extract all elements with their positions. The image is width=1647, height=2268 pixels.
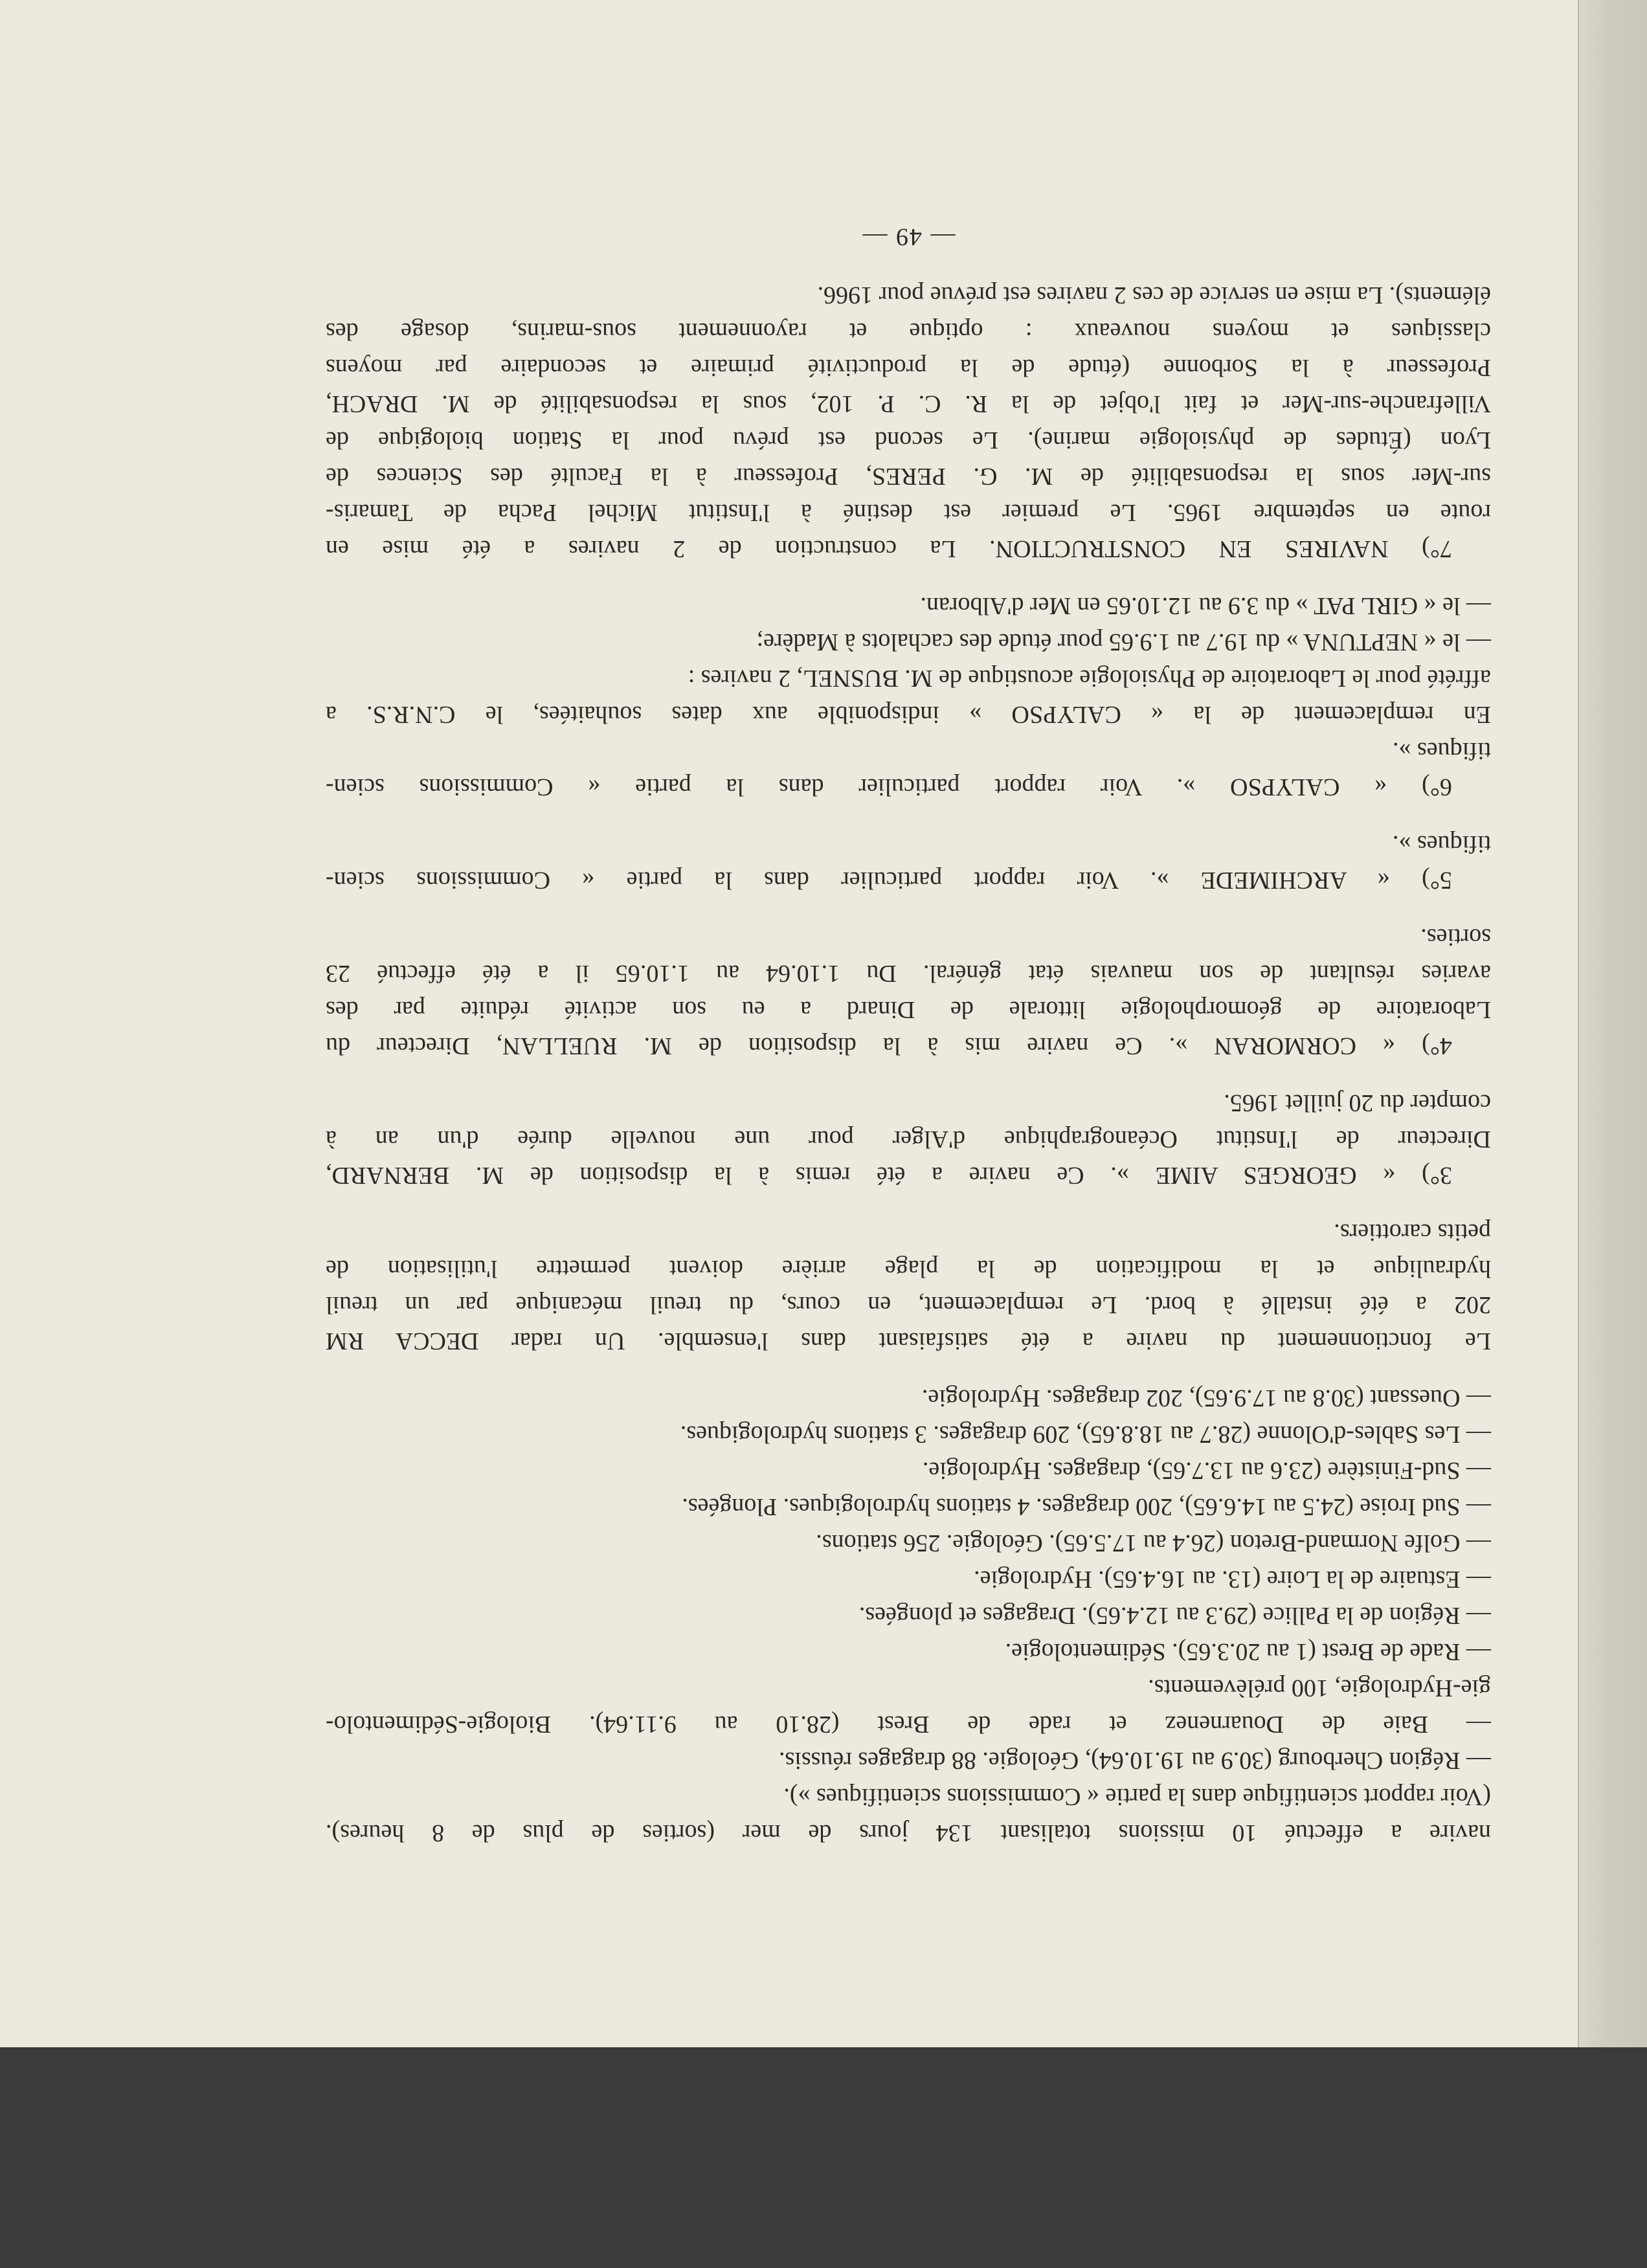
text-line: — Sud Iroise (24.5 au 14.6.65), 200 dragages. 4 stations hydrologiques. Plongées. xyxy=(682,1493,1491,1520)
text-line: affrété pour le Laboratoire de Physiologie acoustique de M. BUSNEL, 2 navires : xyxy=(688,665,1491,692)
text-line: — Baie de Douarnenez et rade de Brest (28.10 au 9.11.64). Biologie-Sédimentolo- xyxy=(326,1711,1491,1738)
paragraph xyxy=(326,1416,1491,1452)
text-line: Professeur à la Sorbonne (étude de la productivité primaire et secondaire par moyens xyxy=(326,354,1491,381)
text-line: 3°) « GEORGES AIME ». Ce navire a été remis à la disposition de M. BERNARD, xyxy=(326,1162,1452,1189)
text-line: — Ouessant (30.8 au 17.9.65), 202 dragages. Hydrologie. xyxy=(921,1384,1491,1412)
text-line: navire a effectué 10 missions totalisant 134 jours de mer (sorties de plus de 8 heures). xyxy=(326,1819,1491,1847)
text-line: 5°) « ARCHIMEDE ». Voir rapport particulier dans la partie « Commissions scien- xyxy=(326,867,1452,894)
text-line: En remplacement de la « CALYPSO » indisponible aux dates souhaitées, le C.N.R.S. a xyxy=(326,701,1491,728)
text-line: tifiques ». xyxy=(1393,830,1491,858)
text-line: 4°) « CORMORAN ». Ce navire mis à la disposition de M. RUELLAN, Directeur du xyxy=(326,1032,1452,1060)
text-line: 6°) « CALYPSO ». Voir rapport particulier dans la partie « Commissions scien- xyxy=(326,773,1452,801)
paragraph xyxy=(326,1489,1491,1525)
body-text xyxy=(326,277,1491,1851)
text-line: (Voir rapport scientifique dans la partie « Commissions scientifiques »). xyxy=(783,1783,1491,1810)
scanner-background xyxy=(0,2047,1647,2268)
paragraph xyxy=(326,733,1491,805)
text-line: 7°) NAVIRES EN CONSTRUCTION. La construction de 2 navires a été mise en xyxy=(326,535,1452,562)
paragraph xyxy=(326,660,1491,733)
paragraph xyxy=(326,277,1491,567)
text-line: Laboratoire de géomorphologie littorale de Dinard a eu son activité réduite par des xyxy=(326,996,1491,1023)
text-line: compter du 20 juillet 1965. xyxy=(1224,1089,1491,1117)
paragraph xyxy=(326,1779,1491,1851)
text-line: — le « NEPTUNA » du 19.7 au 1.9.65 pour étude des cachalots à Madère; xyxy=(756,628,1491,656)
paragraph xyxy=(326,1085,1491,1194)
text-line: — Les Sables-d'Olonne (28.7 au 18.8.65), 209 dragages. 3 stations hydrologiques. xyxy=(680,1421,1491,1448)
text-line: 202 a été installé à bord. Le remplacement, en cours, du treuil mécanique par un treuil xyxy=(326,1291,1491,1318)
text-line: avaries résultant de son mauvais état général. Du 1.10.64 au 1.10.65 il a été effectué 23 xyxy=(326,960,1491,987)
text-line: classiques et moyens nouveaux : optique et rayonnement sous-marins, dosage des xyxy=(326,318,1491,345)
paragraph xyxy=(326,1742,1491,1779)
paragraph xyxy=(326,1670,1491,1742)
paragraph xyxy=(326,1525,1491,1561)
text-line: — Rade de Brest (1 au 20.3.65). Sédimentologie. xyxy=(1005,1638,1491,1665)
rotated-text-block xyxy=(326,194,1491,1851)
text-line: — Estuaire de la Loire (13. au 16.4.65). Hydrologie. xyxy=(974,1566,1491,1593)
page-edge-shadow xyxy=(1578,0,1647,2047)
paragraph xyxy=(326,1214,1491,1359)
text-line: Villefranche-sur-Mer et fait l'objet de la R. C. P. 102, sous la responsabilité de M. DRACH, xyxy=(326,390,1491,417)
text-line: — Golfe Normand-Breton (26.4 au 17.5.65). Géologie. 256 stations. xyxy=(816,1529,1491,1557)
paragraph xyxy=(326,624,1491,660)
text-line: — le « GIRL PAT » du 3.9 au 12.10.65 en Mer d'Alboran. xyxy=(920,592,1491,619)
text-line: route en septembre 1965. Le premier est destiné à l'Institut Michel Pacha de Tamaris- xyxy=(326,499,1491,526)
paragraph xyxy=(326,919,1491,1064)
paragraph xyxy=(326,1452,1491,1489)
text-line: — Région de la Pallice (29.3 au 12.4.65). Dragages et plongées. xyxy=(858,1602,1491,1629)
text-line: sur-Mer sous la responsabilité de M. G. PERES, Professeur à la Faculté des Sciences de xyxy=(326,463,1491,490)
text-line: Directeur de l'Institut Océanographique d'Alger pour une nouvelle durée d'un an à xyxy=(326,1126,1491,1153)
text-line: gie-Hydrologie, 100 prélèvements. xyxy=(1148,1674,1491,1702)
paragraph xyxy=(326,588,1491,624)
text-line: sorties. xyxy=(1420,924,1491,951)
text-line: éléments). La mise en service de ces 2 navires est prévue pour 1966. xyxy=(817,282,1491,309)
paragraph xyxy=(326,826,1491,898)
text-line: — Sud-Finistère (23.6 au 13.7.65), dragages. Hydrologie. xyxy=(922,1457,1491,1484)
text-line: tifiques ». xyxy=(1393,737,1491,764)
text-line: hydraulique et la modification de la plage arrière doivent permettre l'utilisation de xyxy=(326,1255,1491,1282)
paragraph xyxy=(326,1634,1491,1670)
paragraph xyxy=(326,1380,1491,1416)
text-line: Lyon (Études de physiologie marine). Le second est prévu pour la Station biologique de xyxy=(326,427,1491,454)
page-number: — 49 — xyxy=(861,223,956,250)
text-line: — Région Cherbourg (30.9 au 19.10.64), Géologie. 88 dragages réussis. xyxy=(778,1747,1491,1774)
paragraph xyxy=(326,1597,1491,1634)
text-line: petits carottiers. xyxy=(1334,1219,1491,1246)
paragraph xyxy=(326,1561,1491,1597)
text-line: Le fonctionnement du navire a été satisfaisant dans l'ensemble. Un radar DECCA RM xyxy=(326,1328,1491,1355)
